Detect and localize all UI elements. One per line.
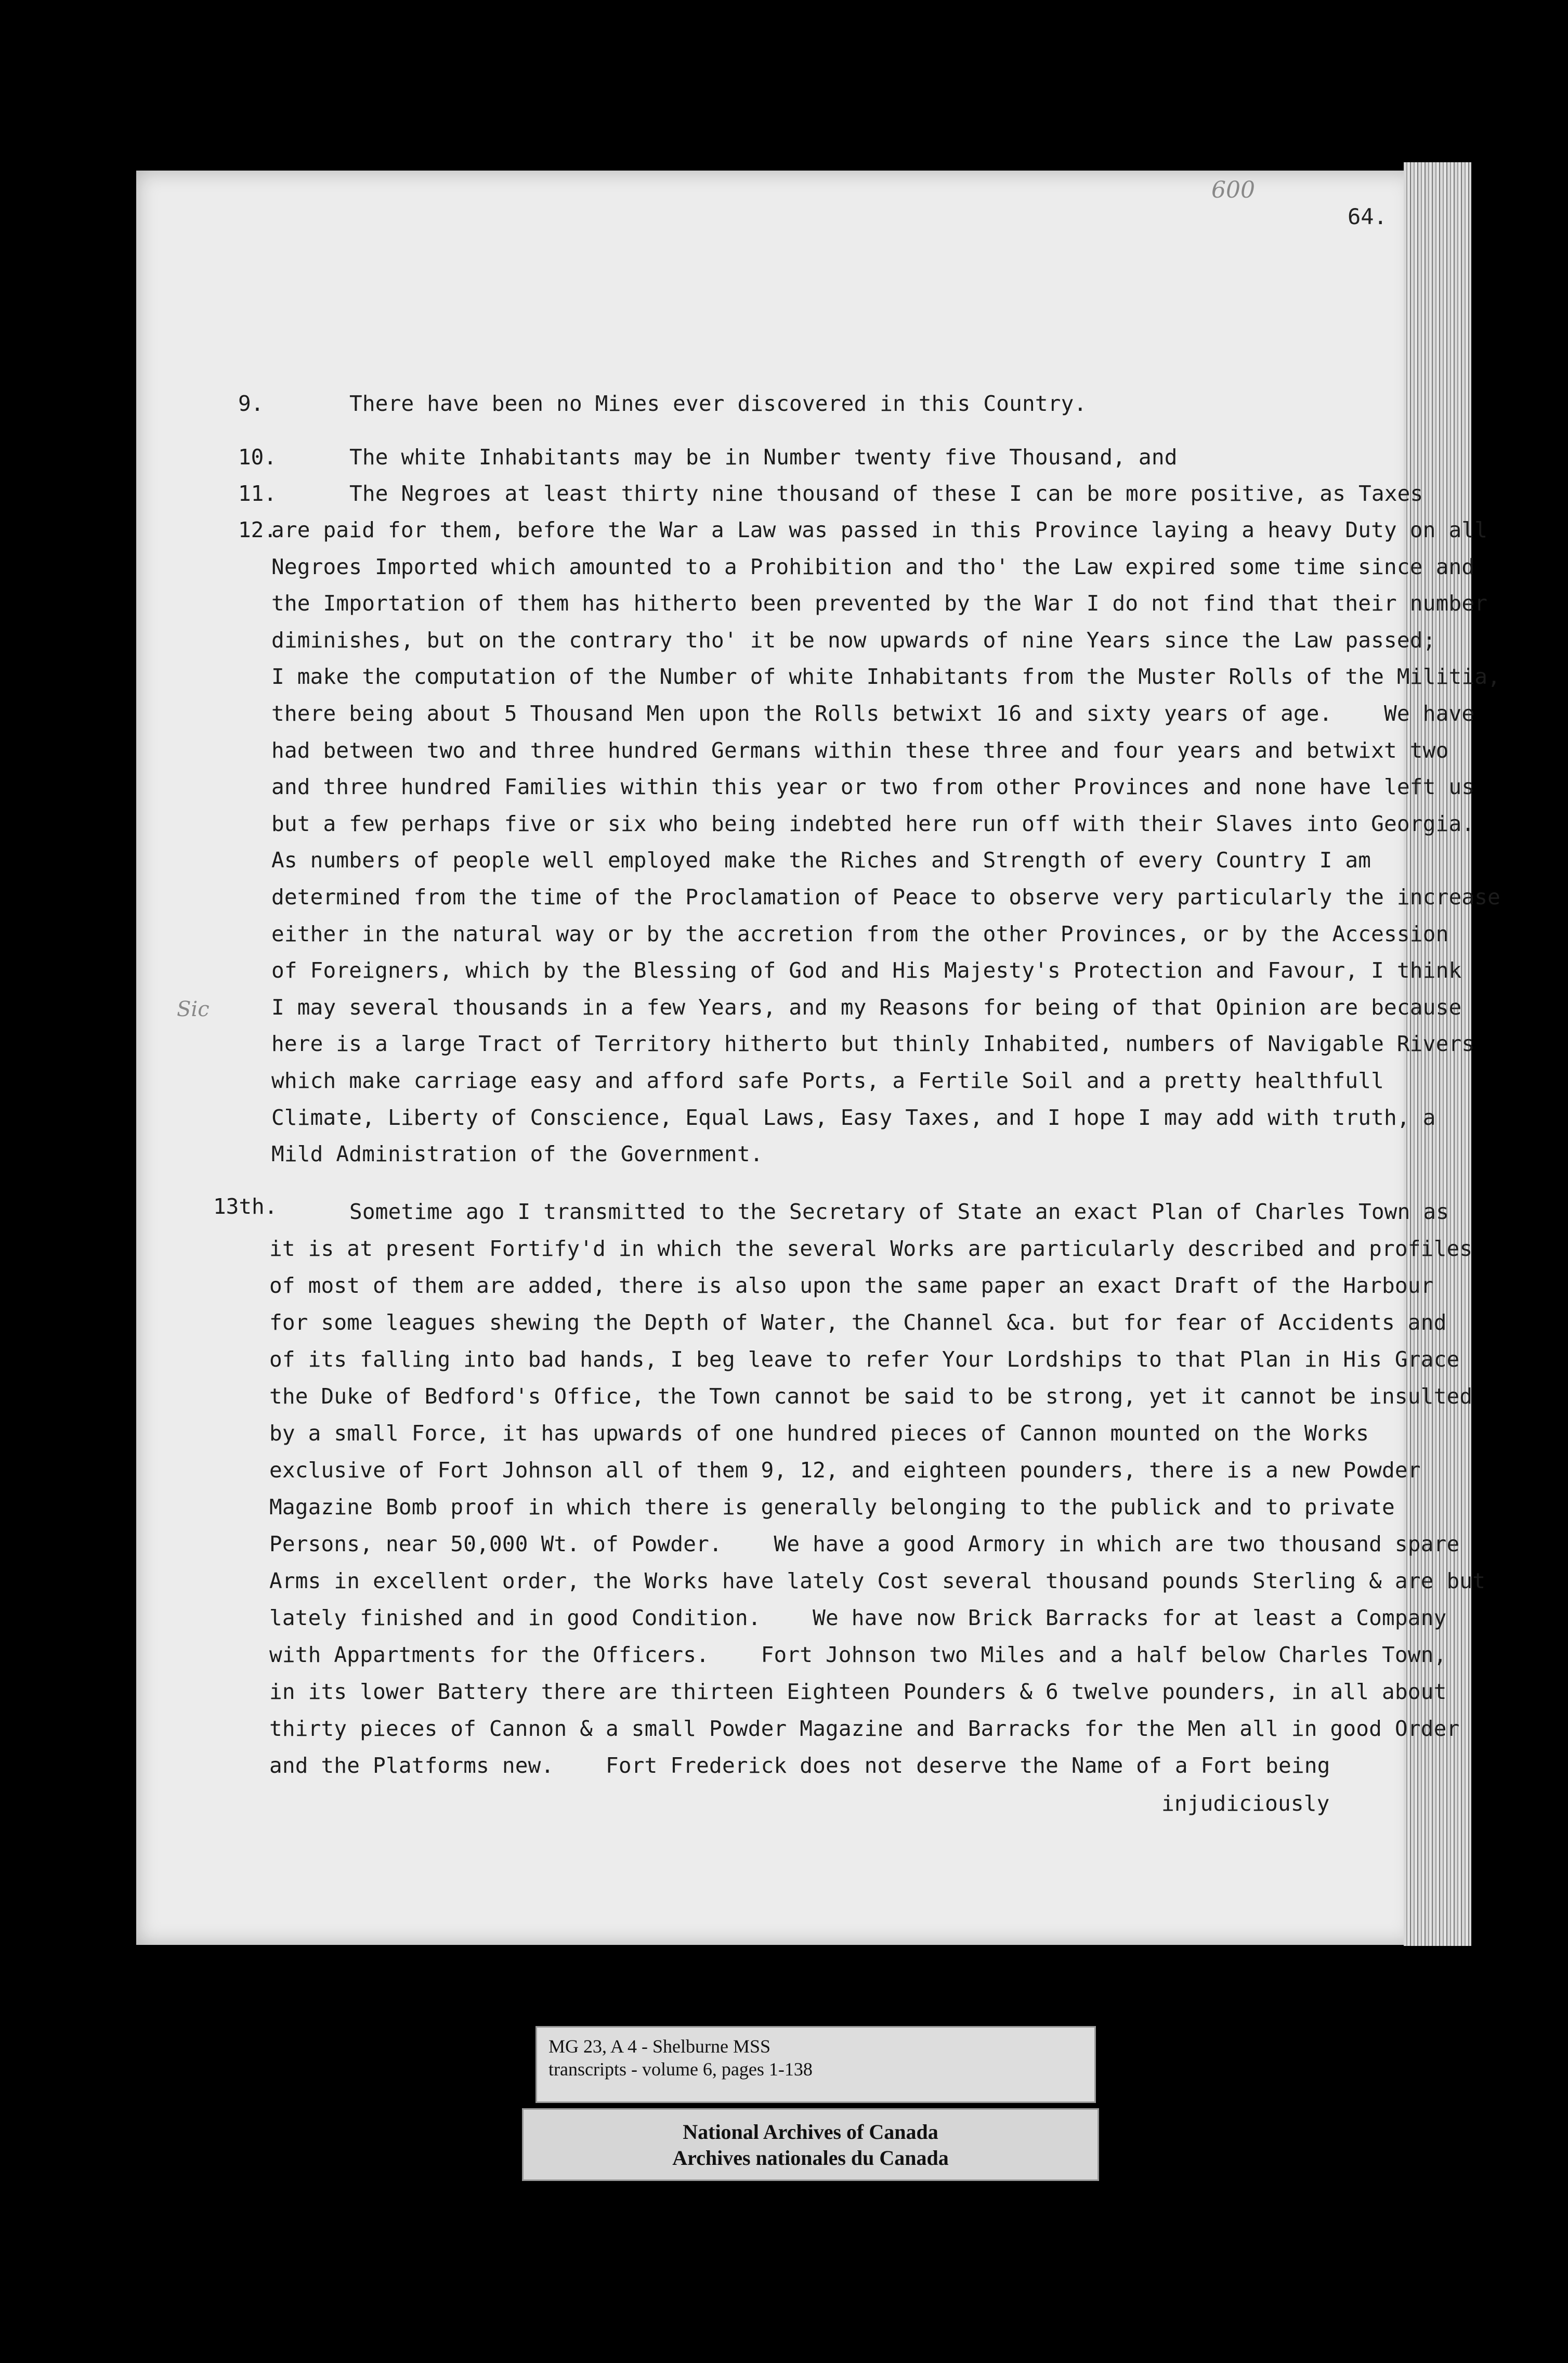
text-line: it is at present Fortify'd in which the several Works are particularly described and profiles	[269, 1236, 1473, 1261]
text-line: There have been no Mines ever discovered in this Country.	[349, 391, 1087, 416]
paragraph-number: 13th.	[213, 1194, 278, 1219]
text-line: I may several thousands in a few Years, and my Reasons for being of that Opinion are because	[271, 994, 1462, 1020]
text-line: with Appartments for the Officers. Fort Johnson two Miles and a half below Charles Town,	[269, 1642, 1447, 1667]
pencil-folio-note: 600	[1211, 177, 1255, 203]
text-line: and the Platforms new. Fort Frederick does not deserve the Name of a Fort being	[269, 1753, 1330, 1778]
catchword: injudiciously	[1161, 1791, 1330, 1816]
institution-name-en: National Archives of Canada	[683, 2120, 938, 2144]
text-line: by a small Force, it has upwards of one hundred pieces of Cannon mounted on the Works	[269, 1421, 1369, 1446]
text-line: are paid for them, before the War a Law was passed in this Province laying a heavy Duty on all	[271, 517, 1488, 542]
archive-reference-line-2: transcripts - volume 6, pages 1-138	[548, 2059, 813, 2080]
archive-reference-line-1: MG 23, A 4 - Shelburne MSS	[548, 2036, 771, 2057]
text-line: here is a large Tract of Territory hitherto but thinly Inhabited, numbers of Navigable Rivers	[271, 1031, 1475, 1057]
text-line: the Importation of them has hitherto been prevented by the War I do not find that their number	[271, 591, 1488, 616]
text-line: Arms in excellent order, the Works have lately Cost several thousand pounds Sterling & are but	[269, 1568, 1486, 1593]
text-line: and three hundred Families within this year or two from other Provinces and none have left us	[271, 774, 1475, 800]
text-line: for some leagues shewing the Depth of Water, the Channel &ca. but for fear of Accidents and	[269, 1310, 1447, 1335]
text-line: which make carriage easy and afford safe Ports, a Fertile Soil and a pretty healthfull	[271, 1068, 1384, 1093]
text-line: but a few perhaps five or six who being indebted here run off with their Slaves into Georgia.	[271, 811, 1475, 836]
text-line: Mild Administration of the Government.	[271, 1141, 763, 1167]
text-line: there being about 5 Thousand Men upon the Rolls betwixt 16 and sixty years of age. We have	[271, 701, 1475, 726]
text-line: thirty pieces of Cannon & a small Powder Magazine and Barracks for the Men all in good Order	[269, 1716, 1460, 1741]
text-line: either in the natural way or by the accretion from the other Provinces, or by the Accession	[271, 921, 1449, 946]
margin-note: Sic	[177, 997, 210, 1021]
text-line: lately finished and in good Condition. We have now Brick Barracks for at least a Company	[269, 1605, 1447, 1630]
text-line: of Foreigners, which by the Blessing of God and His Majesty's Protection and Favour, I think	[271, 958, 1462, 983]
text-line: Climate, Liberty of Conscience, Equal Laws, Easy Taxes, and I hope I may add with truth, a	[271, 1105, 1436, 1130]
archive-reference-label	[535, 2026, 1096, 2103]
paragraph-number: 9.	[238, 391, 264, 416]
text-line: had between two and three hundred Germans within these three and four years and betwixt two	[271, 737, 1449, 763]
text-line: diminishes, but on the contrary tho' it be now upwards of nine Years since the Law passed;	[271, 627, 1436, 653]
text-line: the Duke of Bedford's Office, the Town cannot be said to be strong, yet it cannot be insulted	[269, 1384, 1473, 1409]
paragraph-number: 10.	[238, 445, 277, 470]
text-line: Negroes Imported which amounted to a Prohibition and tho' the Law expired some time since and	[271, 554, 1475, 579]
institution-label	[522, 2108, 1099, 2181]
text-line: determined from the time of the Proclamation of Peace to observe very particularly the increase	[271, 885, 1500, 910]
text-line: exclusive of Fort Johnson all of them 9, 12, and eighteen pounders, there is a new Powder	[269, 1458, 1421, 1483]
text-line: in its lower Battery there are thirteen Eighteen Pounders & 6 twelve pounders, in all about	[269, 1679, 1447, 1704]
text-line: of most of them are added, there is also upon the same paper an exact Draft of the Harbour	[269, 1273, 1434, 1298]
paragraph-number: 12.	[238, 517, 277, 542]
text-line: I make the computation of the Number of white Inhabitants from the Muster Rolls of the Militia,	[271, 664, 1500, 690]
text-line: The white Inhabitants may be in Number twenty five Thousand, and	[349, 445, 1178, 470]
text-line: Magazine Bomb proof in which there is generally belonging to the publick and to private	[269, 1495, 1395, 1520]
page-number: 64.	[1348, 204, 1387, 229]
text-line: Persons, near 50,000 Wt. of Powder. We have a good Armory in which are two thousand spare	[269, 1531, 1460, 1556]
institution-name-fr: Archives nationales du Canada	[672, 2146, 949, 2170]
text-line: As numbers of people well employed make the Riches and Strength of every Country I am	[271, 848, 1371, 873]
paragraph-number: 11.	[238, 481, 277, 506]
text-line: Sometime ago I transmitted to the Secretary of State an exact Plan of Charles Town as	[349, 1199, 1449, 1224]
text-line: of its falling into bad hands, I beg leave to refer Your Lordships to that Plan in His Grace	[269, 1347, 1460, 1372]
text-line: The Negroes at least thirty nine thousand of these I can be more positive, as Taxes	[349, 481, 1423, 506]
